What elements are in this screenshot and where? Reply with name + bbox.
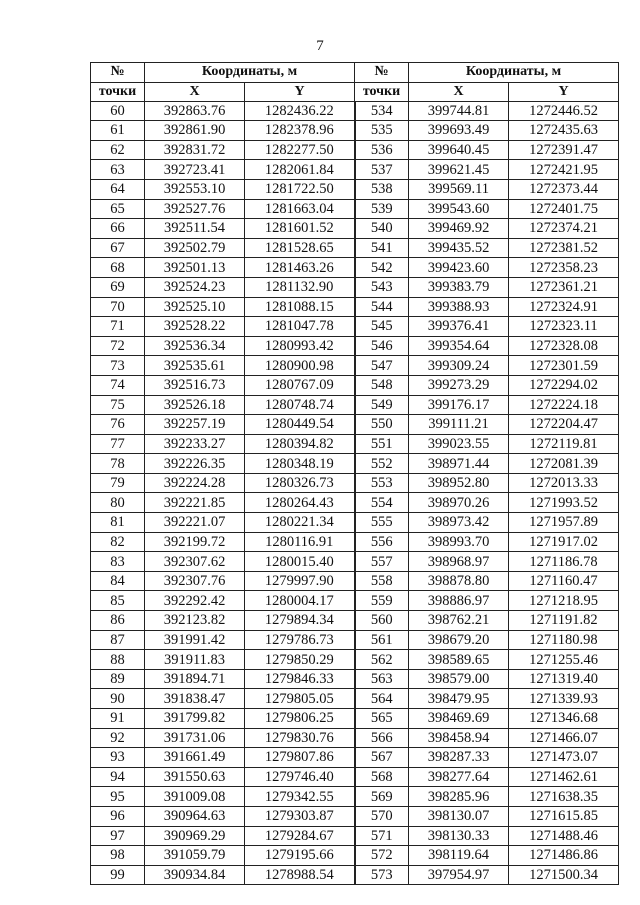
num-subheader-right: точки	[355, 82, 409, 101]
y-coordinate-cell: 1272373.44	[509, 179, 619, 199]
x-coordinate-cell: 399640.45	[409, 140, 509, 160]
y-coordinate-cell: 1272328.08	[509, 336, 619, 356]
table-row	[91, 728, 619, 748]
x-coordinate-cell: 391991.42	[145, 630, 245, 650]
point-number-cell: 69	[91, 277, 145, 297]
table-row	[91, 611, 619, 631]
coordinates-table	[90, 62, 619, 885]
x-coordinate-cell: 398886.97	[409, 591, 509, 611]
y-coordinate-cell: 1279846.33	[245, 669, 355, 689]
point-number-cell: 572	[355, 846, 409, 866]
table-row	[91, 199, 619, 219]
x-coordinate-cell: 392221.85	[145, 493, 245, 513]
y-coordinate-cell: 1272361.21	[509, 277, 619, 297]
x-coordinate-cell: 398952.80	[409, 473, 509, 493]
table-row	[91, 630, 619, 650]
y-coordinate-cell: 1272294.02	[509, 375, 619, 395]
point-number-cell: 98	[91, 846, 145, 866]
y-coordinate-cell: 1271993.52	[509, 493, 619, 513]
y-coordinate-cell: 1271186.78	[509, 552, 619, 572]
y-coordinate-cell: 1271638.35	[509, 787, 619, 807]
y-coordinate-cell: 1272391.47	[509, 140, 619, 160]
table-row	[91, 650, 619, 670]
y-coordinate-cell: 1280004.17	[245, 591, 355, 611]
x-coordinate-cell: 390964.63	[145, 806, 245, 826]
point-number-cell: 80	[91, 493, 145, 513]
x-coordinate-cell: 392516.73	[145, 375, 245, 395]
x-coordinate-cell: 399621.45	[409, 160, 509, 180]
y-coordinate-cell: 1271255.46	[509, 650, 619, 670]
y-coordinate-cell: 1280015.40	[245, 552, 355, 572]
y-coordinate-cell: 1282378.96	[245, 121, 355, 141]
y-coordinate-cell: 1278988.54	[245, 865, 355, 885]
y-coordinate-cell: 1281722.50	[245, 179, 355, 199]
table-row	[91, 454, 619, 474]
x-coordinate-cell: 398469.69	[409, 709, 509, 729]
x-coordinate-cell: 392307.62	[145, 552, 245, 572]
y-coordinate-cell: 1272374.21	[509, 219, 619, 239]
y-coordinate-cell: 1271466.07	[509, 728, 619, 748]
point-number-cell: 96	[91, 806, 145, 826]
x-coordinate-cell: 399693.49	[409, 121, 509, 141]
point-number-cell: 89	[91, 669, 145, 689]
table-row	[91, 219, 619, 239]
y-coordinate-cell: 1282277.50	[245, 140, 355, 160]
point-number-cell: 562	[355, 650, 409, 670]
y-coordinate-cell: 1272421.95	[509, 160, 619, 180]
y-coordinate-cell: 1272435.63	[509, 121, 619, 141]
y-coordinate-cell: 1280993.42	[245, 336, 355, 356]
table-subheader-row	[91, 82, 619, 101]
x-coordinate-cell: 392221.07	[145, 513, 245, 533]
y-coordinate-cell: 1272013.33	[509, 473, 619, 493]
y-coordinate-cell: 1279342.55	[245, 787, 355, 807]
table-row	[91, 748, 619, 768]
point-number-cell: 84	[91, 571, 145, 591]
point-number-cell: 74	[91, 375, 145, 395]
point-number-cell: 99	[91, 865, 145, 885]
y-coordinate-cell: 1282061.84	[245, 160, 355, 180]
table-row	[91, 826, 619, 846]
table-row	[91, 101, 619, 121]
x-coordinate-cell: 398285.96	[409, 787, 509, 807]
y-coordinate-cell: 1280394.82	[245, 434, 355, 454]
y-coordinate-cell: 1271180.98	[509, 630, 619, 650]
table-row	[91, 806, 619, 826]
point-number-cell: 72	[91, 336, 145, 356]
point-number-cell: 94	[91, 767, 145, 787]
y-coordinate-cell: 1280116.91	[245, 532, 355, 552]
table-row	[91, 532, 619, 552]
y-coordinate-cell: 1279746.40	[245, 767, 355, 787]
point-number-cell: 564	[355, 689, 409, 709]
point-number-cell: 534	[355, 101, 409, 121]
x-coordinate-cell: 392123.82	[145, 611, 245, 631]
table-row	[91, 846, 619, 866]
point-number-cell: 73	[91, 356, 145, 376]
point-number-cell: 90	[91, 689, 145, 709]
point-number-cell: 535	[355, 121, 409, 141]
y-coordinate-cell: 1281663.04	[245, 199, 355, 219]
y-coordinate-cell: 1279284.67	[245, 826, 355, 846]
y-coordinate-cell: 1279806.25	[245, 709, 355, 729]
y-coordinate-cell: 1282436.22	[245, 101, 355, 121]
x-coordinate-cell: 392502.79	[145, 238, 245, 258]
point-number-cell: 566	[355, 728, 409, 748]
x-coordinate-cell: 398968.97	[409, 552, 509, 572]
y-coordinate-cell: 1279830.76	[245, 728, 355, 748]
point-number-cell: 95	[91, 787, 145, 807]
y-coordinate-cell: 1281047.78	[245, 317, 355, 337]
x-coordinate-cell: 398458.94	[409, 728, 509, 748]
x-coordinate-cell: 391894.71	[145, 669, 245, 689]
x-coordinate-cell: 392524.23	[145, 277, 245, 297]
y-coordinate-cell: 1279894.34	[245, 611, 355, 631]
point-number-cell: 97	[91, 826, 145, 846]
y-coordinate-cell: 1280348.19	[245, 454, 355, 474]
y-coordinate-cell: 1271346.68	[509, 709, 619, 729]
point-number-cell: 62	[91, 140, 145, 160]
y-coordinate-cell: 1271917.02	[509, 532, 619, 552]
x-coordinate-cell: 398589.65	[409, 650, 509, 670]
point-number-cell: 558	[355, 571, 409, 591]
x-coordinate-cell: 392233.27	[145, 434, 245, 454]
x-coordinate-cell: 392511.54	[145, 219, 245, 239]
x-header-left: X	[145, 82, 245, 101]
point-number-cell: 67	[91, 238, 145, 258]
y-coordinate-cell: 1280748.74	[245, 395, 355, 415]
y-coordinate-cell: 1272081.39	[509, 454, 619, 474]
point-number-cell: 85	[91, 591, 145, 611]
y-coordinate-cell: 1272119.81	[509, 434, 619, 454]
table-row	[91, 375, 619, 395]
x-coordinate-cell: 398579.00	[409, 669, 509, 689]
x-coordinate-cell: 392257.19	[145, 415, 245, 435]
table-row	[91, 767, 619, 787]
table-row	[91, 336, 619, 356]
y-coordinate-cell: 1271488.46	[509, 826, 619, 846]
point-number-cell: 540	[355, 219, 409, 239]
table-row	[91, 277, 619, 297]
x-coordinate-cell: 398119.64	[409, 846, 509, 866]
table-row	[91, 571, 619, 591]
table-row	[91, 865, 619, 885]
y-coordinate-cell: 1279786.73	[245, 630, 355, 650]
x-coordinate-cell: 392861.90	[145, 121, 245, 141]
point-number-cell: 563	[355, 669, 409, 689]
y-coordinate-cell: 1272324.91	[509, 297, 619, 317]
y-coordinate-cell: 1271462.61	[509, 767, 619, 787]
y-coordinate-cell: 1280326.73	[245, 473, 355, 493]
x-coordinate-cell: 391731.06	[145, 728, 245, 748]
y-coordinate-cell: 1271615.85	[509, 806, 619, 826]
point-number-cell: 559	[355, 591, 409, 611]
point-number-cell: 546	[355, 336, 409, 356]
y-coordinate-cell: 1271486.86	[509, 846, 619, 866]
point-number-cell: 81	[91, 513, 145, 533]
point-number-cell: 547	[355, 356, 409, 376]
x-coordinate-cell: 392307.76	[145, 571, 245, 591]
table-row	[91, 787, 619, 807]
table-row	[91, 160, 619, 180]
x-coordinate-cell: 399744.81	[409, 101, 509, 121]
x-coordinate-cell: 399423.60	[409, 258, 509, 278]
coords-header-left: Координаты, м	[145, 63, 355, 83]
y-coordinate-cell: 1272401.75	[509, 199, 619, 219]
num-subheader-left: точки	[91, 82, 145, 101]
x-coordinate-cell: 392535.61	[145, 356, 245, 376]
point-number-cell: 548	[355, 375, 409, 395]
y-coordinate-cell: 1281132.90	[245, 277, 355, 297]
y-header-left: Y	[245, 82, 355, 101]
point-number-cell: 86	[91, 611, 145, 631]
x-coordinate-cell: 398679.20	[409, 630, 509, 650]
table-row	[91, 434, 619, 454]
point-number-cell: 93	[91, 748, 145, 768]
point-number-cell: 541	[355, 238, 409, 258]
x-coordinate-cell: 398993.70	[409, 532, 509, 552]
y-coordinate-cell: 1271473.07	[509, 748, 619, 768]
x-coordinate-cell: 399435.52	[409, 238, 509, 258]
point-number-cell: 571	[355, 826, 409, 846]
y-coordinate-cell: 1271957.89	[509, 513, 619, 533]
table-row	[91, 513, 619, 533]
y-coordinate-cell: 1271160.47	[509, 571, 619, 591]
point-number-cell: 92	[91, 728, 145, 748]
y-coordinate-cell: 1271191.82	[509, 611, 619, 631]
y-coordinate-cell: 1279195.66	[245, 846, 355, 866]
x-coordinate-cell: 392292.42	[145, 591, 245, 611]
y-coordinate-cell: 1272446.52	[509, 101, 619, 121]
point-number-cell: 542	[355, 258, 409, 278]
x-coordinate-cell: 392224.28	[145, 473, 245, 493]
y-coordinate-cell: 1279807.86	[245, 748, 355, 768]
point-number-cell: 63	[91, 160, 145, 180]
x-coordinate-cell: 399354.64	[409, 336, 509, 356]
point-number-cell: 83	[91, 552, 145, 572]
point-number-cell: 76	[91, 415, 145, 435]
x-coordinate-cell: 398479.95	[409, 689, 509, 709]
x-coordinate-cell: 392199.72	[145, 532, 245, 552]
y-coordinate-cell: 1281601.52	[245, 219, 355, 239]
point-number-cell: 70	[91, 297, 145, 317]
table-row	[91, 415, 619, 435]
table-row	[91, 395, 619, 415]
table-row	[91, 140, 619, 160]
point-number-cell: 560	[355, 611, 409, 631]
point-number-cell: 65	[91, 199, 145, 219]
y-coordinate-cell: 1281088.15	[245, 297, 355, 317]
point-number-cell: 66	[91, 219, 145, 239]
table-row	[91, 669, 619, 689]
y-coordinate-cell: 1271319.40	[509, 669, 619, 689]
table-row	[91, 121, 619, 141]
point-number-cell: 87	[91, 630, 145, 650]
x-coordinate-cell: 398287.33	[409, 748, 509, 768]
point-number-cell: 556	[355, 532, 409, 552]
y-coordinate-cell: 1280900.98	[245, 356, 355, 376]
point-number-cell: 64	[91, 179, 145, 199]
x-coordinate-cell: 399469.92	[409, 219, 509, 239]
x-coordinate-cell: 392553.10	[145, 179, 245, 199]
point-number-cell: 565	[355, 709, 409, 729]
x-coordinate-cell: 399176.17	[409, 395, 509, 415]
y-coordinate-cell: 1272381.52	[509, 238, 619, 258]
point-number-cell: 554	[355, 493, 409, 513]
x-coordinate-cell: 397954.97	[409, 865, 509, 885]
y-coordinate-cell: 1280264.43	[245, 493, 355, 513]
point-number-cell: 544	[355, 297, 409, 317]
table-row	[91, 709, 619, 729]
table-row	[91, 297, 619, 317]
point-number-cell: 78	[91, 454, 145, 474]
x-coordinate-cell: 398973.42	[409, 513, 509, 533]
y-coordinate-cell: 1272358.23	[509, 258, 619, 278]
x-coordinate-cell: 398130.33	[409, 826, 509, 846]
x-coordinate-cell: 392863.76	[145, 101, 245, 121]
x-coordinate-cell: 392723.41	[145, 160, 245, 180]
x-coordinate-cell: 399376.41	[409, 317, 509, 337]
point-number-cell: 68	[91, 258, 145, 278]
x-coordinate-cell: 392527.76	[145, 199, 245, 219]
x-coordinate-cell: 399388.93	[409, 297, 509, 317]
point-number-cell: 557	[355, 552, 409, 572]
x-coordinate-cell: 391661.49	[145, 748, 245, 768]
y-coordinate-cell: 1279805.05	[245, 689, 355, 709]
x-coordinate-cell: 390969.29	[145, 826, 245, 846]
y-coordinate-cell: 1280767.09	[245, 375, 355, 395]
point-number-cell: 538	[355, 179, 409, 199]
x-coordinate-cell: 391799.82	[145, 709, 245, 729]
table-row	[91, 258, 619, 278]
y-coordinate-cell: 1281528.65	[245, 238, 355, 258]
y-coordinate-cell: 1281463.26	[245, 258, 355, 278]
x-coordinate-cell: 392831.72	[145, 140, 245, 160]
x-coordinate-cell: 390934.84	[145, 865, 245, 885]
point-number-cell: 549	[355, 395, 409, 415]
x-coordinate-cell: 399273.29	[409, 375, 509, 395]
x-coordinate-cell: 392501.13	[145, 258, 245, 278]
x-coordinate-cell: 399383.79	[409, 277, 509, 297]
x-coordinate-cell: 391059.79	[145, 846, 245, 866]
x-coordinate-cell: 391911.83	[145, 650, 245, 670]
point-number-cell: 536	[355, 140, 409, 160]
point-number-cell: 71	[91, 317, 145, 337]
table-row	[91, 238, 619, 258]
point-number-cell: 88	[91, 650, 145, 670]
x-coordinate-cell: 398970.26	[409, 493, 509, 513]
x-coordinate-cell: 392526.18	[145, 395, 245, 415]
y-coordinate-cell: 1271218.95	[509, 591, 619, 611]
y-coordinate-cell: 1272323.11	[509, 317, 619, 337]
point-number-cell: 91	[91, 709, 145, 729]
num-header-right: №	[355, 63, 409, 83]
x-coordinate-cell: 392226.35	[145, 454, 245, 474]
point-number-cell: 550	[355, 415, 409, 435]
point-number-cell: 537	[355, 160, 409, 180]
point-number-cell: 61	[91, 121, 145, 141]
table-row	[91, 317, 619, 337]
table-row	[91, 179, 619, 199]
y-coordinate-cell: 1271500.34	[509, 865, 619, 885]
point-number-cell: 561	[355, 630, 409, 650]
y-coordinate-cell: 1279303.87	[245, 806, 355, 826]
x-coordinate-cell: 399111.21	[409, 415, 509, 435]
table-row	[91, 493, 619, 513]
y-header-right: Y	[509, 82, 619, 101]
x-coordinate-cell: 399309.24	[409, 356, 509, 376]
x-coordinate-cell: 399569.11	[409, 179, 509, 199]
table-row	[91, 356, 619, 376]
x-coordinate-cell: 391009.08	[145, 787, 245, 807]
y-coordinate-cell: 1272301.59	[509, 356, 619, 376]
coords-header-right: Координаты, м	[409, 63, 619, 83]
x-coordinate-cell: 391550.63	[145, 767, 245, 787]
point-number-cell: 568	[355, 767, 409, 787]
point-number-cell: 573	[355, 865, 409, 885]
y-coordinate-cell: 1280221.34	[245, 513, 355, 533]
y-coordinate-cell: 1272204.47	[509, 415, 619, 435]
x-coordinate-cell: 398878.80	[409, 571, 509, 591]
x-coordinate-cell: 398130.07	[409, 806, 509, 826]
table-header-row	[91, 63, 619, 83]
x-coordinate-cell: 399543.60	[409, 199, 509, 219]
point-number-cell: 570	[355, 806, 409, 826]
point-number-cell: 555	[355, 513, 409, 533]
num-header-left: №	[91, 63, 145, 83]
point-number-cell: 569	[355, 787, 409, 807]
point-number-cell: 553	[355, 473, 409, 493]
point-number-cell: 551	[355, 434, 409, 454]
point-number-cell: 545	[355, 317, 409, 337]
y-coordinate-cell: 1279850.29	[245, 650, 355, 670]
x-coordinate-cell: 398971.44	[409, 454, 509, 474]
x-coordinate-cell: 398762.21	[409, 611, 509, 631]
page-number: 7	[316, 38, 324, 54]
point-number-cell: 539	[355, 199, 409, 219]
point-number-cell: 77	[91, 434, 145, 454]
point-number-cell: 82	[91, 532, 145, 552]
y-coordinate-cell: 1272224.18	[509, 395, 619, 415]
table-row	[91, 473, 619, 493]
table-row	[91, 552, 619, 572]
x-coordinate-cell: 391838.47	[145, 689, 245, 709]
point-number-cell: 60	[91, 101, 145, 121]
point-number-cell: 75	[91, 395, 145, 415]
x-header-right: X	[409, 82, 509, 101]
point-number-cell: 543	[355, 277, 409, 297]
x-coordinate-cell: 398277.64	[409, 767, 509, 787]
table-row	[91, 591, 619, 611]
x-coordinate-cell: 392536.34	[145, 336, 245, 356]
x-coordinate-cell: 399023.55	[409, 434, 509, 454]
x-coordinate-cell: 392525.10	[145, 297, 245, 317]
x-coordinate-cell: 392528.22	[145, 317, 245, 337]
y-coordinate-cell: 1280449.54	[245, 415, 355, 435]
table-row	[91, 689, 619, 709]
point-number-cell: 552	[355, 454, 409, 474]
point-number-cell: 567	[355, 748, 409, 768]
y-coordinate-cell: 1271339.93	[509, 689, 619, 709]
point-number-cell: 79	[91, 473, 145, 493]
y-coordinate-cell: 1279997.90	[245, 571, 355, 591]
